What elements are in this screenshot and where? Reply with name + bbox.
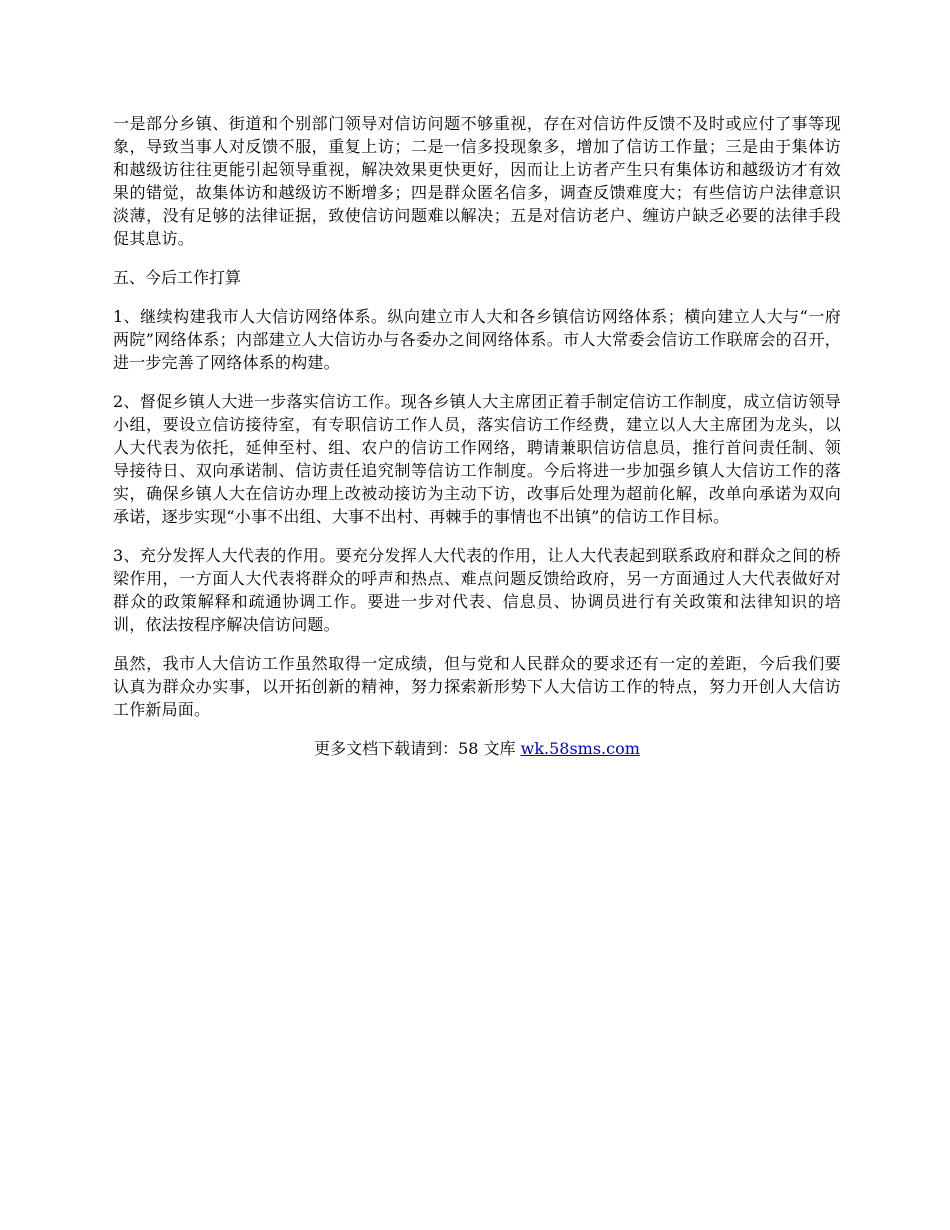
- paragraph-township-work: 2、督促乡镇人大进一步落实信访工作。现各乡镇人大主席团正着手制定信访工作制度，成立信访领导小组，要设立信访接待室，有专职信访工作人员，落实信访工作经费，建立以人大主席团为龙头，以人大代表为依托，延伸至村、组、农户的信访工作网络，聘请兼职信访信息员，推行首问责任制、领导接待日、双向承诺制、信访责任追究制等信访工作制度。今后将进一步加强乡镇人大信访工作的落实，确保乡镇人大在信访办理上改被动接访为主动下访，改事后处理为超前化解，改单向承诺为双向承诺，逐步实现“小事不出组、大事不出村、再棘手的事情也不出镇”的信访工作目标。: [113, 392, 841, 526]
- document-page: [113, 112, 841, 760]
- paragraph-network-system: 1、继续构建我市人大信访网络体系。纵向建立市人大和各乡镇信访网络体系；横向建立人大与“一府两院”网络体系；内部建立人大信访办与各委办之间网络体系。市人大常委会信访工作联席会的召开，进一步完善了网络体系的构建。: [113, 307, 841, 372]
- footer-prefix: 更多文档下载请到：58 文库: [314, 739, 521, 758]
- footer-download-note: [113, 737, 841, 760]
- paragraph-deputies-role: 3、充分发挥人大代表的作用。要充分发挥人大代表的作用，让人大代表起到联系政府和群众之间的桥梁作用，一方面人大代表将群众的呼声和热点、难点问题反馈给政府，另一方面通过人大代表做好对群众的政策解释和疏通协调工作。要进一步对代表、信息员、协调员进行有关政策和法律知识的培训，依法按程序解决信访问题。: [113, 546, 841, 634]
- paragraph-conclusion: 虽然，我市人大信访工作虽然取得一定成绩，但与党和人民群众的要求还有一定的差距，今后我们要认真为群众办实事，以开拓创新的精神，努力探索新形势下人大信访工作的特点，努力开创人大信访工作新局面。: [113, 654, 841, 719]
- paragraph-problems: 一是部分乡镇、街道和个别部门领导对信访问题不够重视，存在对信访件反馈不及时或应付了事等现象，导致当事人对反馈不服，重复上访；二是一信多投现象多，增加了信访工作量；三是由于集体访和越级访往往更能引起领导重视，解决效果更快更好，因而让上访者产生只有集体访和越级访才有效果的错觉，故集体访和越级访不断增多；四是群众匿名信多，调查反馈难度大；有些信访户法律意识淡薄，没有足够的法律证据，致使信访问题难以解决；五是对信访老户、缠访户缺乏必要的法律手段促其息访。: [113, 114, 841, 248]
- footer-link[interactable]: wk.58sms.com: [520, 739, 640, 758]
- section-heading-future-plans: 五、今后工作打算: [113, 268, 242, 287]
